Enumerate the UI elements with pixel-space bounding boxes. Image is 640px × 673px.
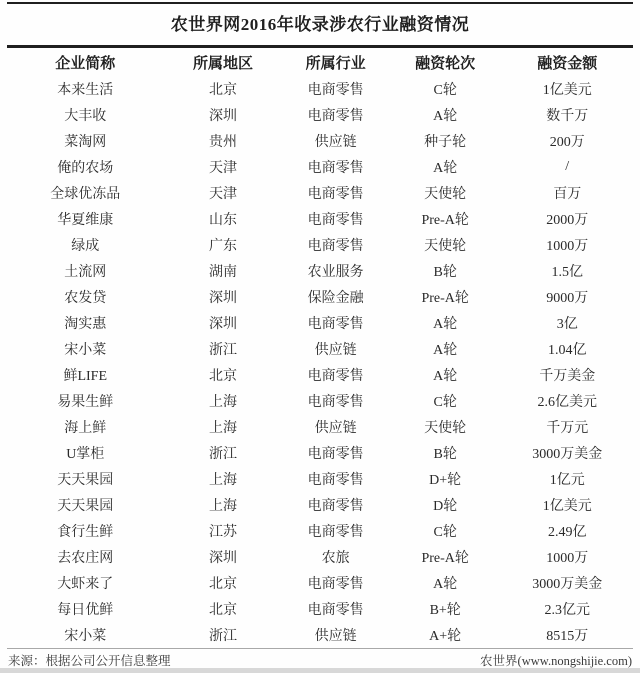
cell-amount: 2.3亿元 [544,603,590,618]
cell-company: 大丰收 [64,109,107,124]
table-row [7,284,633,310]
cell-industry: 供应链 [314,343,357,358]
cell-region: 广东 [208,239,237,254]
cell-industry: 电商零售 [307,161,364,176]
table-body [7,76,633,648]
cell-industry: 保险金融 [307,291,364,306]
cell-round: D轮 [433,499,458,514]
cell-region: 北京 [208,603,237,618]
cell-industry: 电商零售 [307,577,364,592]
cell-industry: 电商零售 [307,369,364,384]
cell-company: 土流网 [64,265,107,280]
bottom-edge-strip [0,668,640,673]
cell-amount: 1000万 [546,551,589,566]
cell-region: 湖南 [208,265,237,280]
table-bottom-divider [7,648,633,649]
table-row [7,232,633,258]
cell-round: C轮 [433,525,457,540]
cell-company: 宋小菜 [64,629,107,644]
cell-industry: 电商零售 [307,395,364,410]
credit-note: 农世界(www.nongshijie.com) [480,653,632,668]
cell-industry: 电商零售 [307,109,364,124]
cell-amount: 数千万 [546,109,589,124]
table-row [7,570,633,596]
table-row [7,206,633,232]
cell-region: 天津 [208,187,237,202]
cell-amount: 千万元 [546,421,589,436]
financing-table [7,48,633,648]
cell-amount: 3亿 [556,317,578,332]
cell-company: 淘实惠 [64,317,107,332]
cell-round: Pre-A轮 [421,551,469,566]
cell-region: 贵州 [208,135,237,150]
cell-region: 上海 [208,395,237,410]
table-row [7,544,633,570]
table-row [7,466,633,492]
cell-industry: 电商零售 [307,525,364,540]
cell-industry: 农业服务 [307,265,364,280]
cell-amount: 1.5亿 [551,265,583,280]
cell-industry: 电商零售 [307,317,364,332]
cell-region: 上海 [208,473,237,488]
table-row [7,154,633,180]
cell-industry: 电商零售 [307,187,364,202]
table-row [7,518,633,544]
table-row [7,388,633,414]
figure-footer [8,651,632,668]
header-amount: 融资金额 [537,55,598,72]
cell-round: Pre-A轮 [421,291,469,306]
cell-company: 绿成 [71,239,100,254]
cell-region: 浙江 [208,629,237,644]
cell-region: 上海 [208,421,237,436]
cell-company: 去农庄网 [57,551,114,566]
cell-round: Pre-A轮 [421,213,469,228]
cell-company: 菜淘网 [64,135,107,150]
cell-company: 华夏维康 [57,213,114,228]
cell-amount: 千万美金 [539,369,596,384]
table-row [7,258,633,284]
cell-region: 北京 [208,577,237,592]
cell-company: 本来生活 [57,83,114,98]
table-row [7,362,633,388]
cell-round: C轮 [433,395,457,410]
cell-round: A轮 [433,317,458,332]
cell-region: 天津 [208,161,237,176]
cell-amount: 1.04亿 [547,343,587,358]
cell-amount: 2000万 [546,213,589,228]
cell-amount: 3000万美金 [532,447,603,462]
cell-company: 海上鲜 [64,421,107,436]
cell-round: A轮 [433,343,458,358]
cell-round: A+轮 [429,629,462,644]
table-row [7,414,633,440]
cell-region: 深圳 [208,109,237,124]
cell-round: D+轮 [429,473,462,488]
cell-industry: 供应链 [314,421,357,436]
cell-region: 浙江 [208,447,237,462]
cell-amount: 2.49亿 [547,525,587,540]
cell-company: U掌柜 [66,447,105,462]
cell-amount: 百万 [553,187,582,202]
cell-industry: 电商零售 [307,83,364,98]
cell-region: 北京 [208,83,237,98]
cell-round: A轮 [433,161,458,176]
cell-round: A轮 [433,577,458,592]
cell-amount: 1亿元 [549,473,585,488]
cell-round: A轮 [433,369,458,384]
cell-region: 上海 [208,499,237,514]
table-row [7,102,633,128]
figure-title: 农世界网2016年收录涉农行业融资情况 [170,15,470,34]
cell-round: 天使轮 [424,239,467,254]
cell-round: C轮 [433,83,457,98]
header-round: 融资轮次 [415,55,476,72]
cell-amount: 3000万美金 [532,577,603,592]
cell-region: 江苏 [208,525,237,540]
table-row [7,622,633,648]
cell-region: 深圳 [208,291,237,306]
cell-industry: 电商零售 [307,239,364,254]
table-row [7,128,633,154]
cell-company: 易果生鲜 [57,395,114,410]
cell-industry: 电商零售 [307,213,364,228]
cell-region: 浙江 [208,343,237,358]
table-row [7,180,633,206]
header-industry: 所属行业 [305,55,366,72]
cell-industry: 供应链 [314,629,357,644]
cell-amount: 2.6亿美元 [537,395,597,410]
cell-region: 北京 [208,369,237,384]
cell-industry: 电商零售 [307,499,364,514]
cell-industry: 电商零售 [307,473,364,488]
source-note: 来源：根据公司公开信息整理 [8,653,171,668]
cell-industry: 供应链 [314,135,357,150]
cell-industry: 电商零售 [307,603,364,618]
cell-round: B轮 [433,447,457,462]
cell-round: B+轮 [429,603,461,618]
cell-amount: 1000万 [546,239,589,254]
cell-company: 天天果园 [57,473,114,488]
table-row [7,492,633,518]
cell-round: A轮 [433,109,458,124]
cell-company: 食行生鲜 [57,525,114,540]
cell-company: 俺的农场 [57,161,114,176]
table-row [7,76,633,102]
cell-region: 深圳 [208,551,237,566]
cell-round: 种子轮 [424,135,467,150]
cell-company: 大虾来了 [57,577,114,592]
cell-round: 天使轮 [424,421,467,436]
cell-company: 全球优冻品 [50,187,121,202]
cell-amount: 200万 [549,135,585,150]
cell-region: 深圳 [208,317,237,332]
cell-region: 山东 [208,213,237,228]
cell-company: 宋小菜 [64,343,107,358]
cell-amount: 1亿美元 [542,499,592,514]
cell-amount: 9000万 [546,291,589,306]
table-header-row [7,48,633,76]
cell-company: 鲜LIFE [63,369,108,384]
cell-industry: 电商零售 [307,447,364,462]
cell-round: 天使轮 [424,187,467,202]
header-company: 企业简称 [55,55,116,72]
cell-industry: 农旅 [321,551,350,566]
table-row [7,310,633,336]
cell-amount: 8515万 [546,629,589,644]
table-row [7,596,633,622]
table-row [7,336,633,362]
cell-amount: 1亿美元 [542,83,592,98]
cell-round: B轮 [433,265,457,280]
header-region: 所属地区 [192,55,253,72]
cell-amount: / [565,159,570,174]
cell-company: 每日优鲜 [57,603,114,618]
cell-company: 农发贷 [64,291,107,306]
cell-company: 天天果园 [57,499,114,514]
table-row [7,440,633,466]
